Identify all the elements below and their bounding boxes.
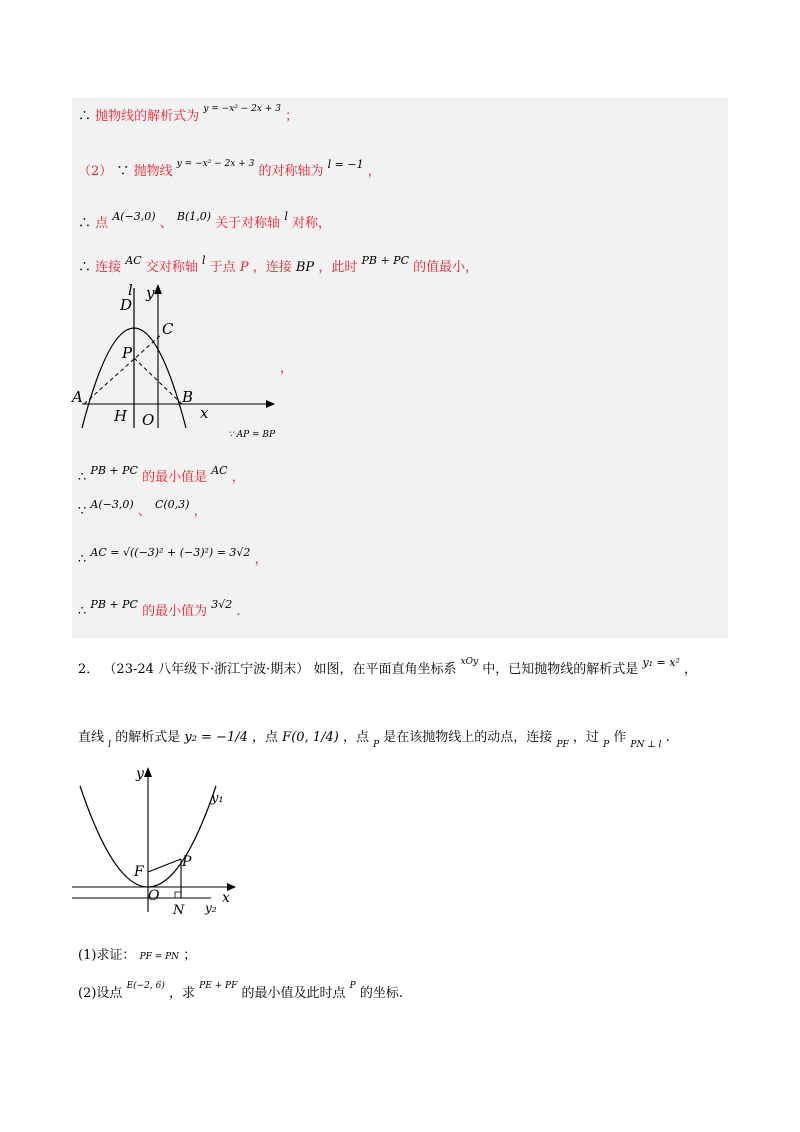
figure-comma: ，	[280, 361, 294, 376]
math: P	[349, 981, 356, 991]
parabola-figure-1	[70, 278, 290, 438]
therefore-symbol: ∴	[78, 260, 92, 275]
math: P	[603, 740, 610, 750]
math: xOy	[460, 657, 479, 667]
text: ，此时	[318, 260, 358, 275]
math: l	[201, 254, 206, 267]
math: PB + PC	[361, 254, 409, 267]
text: ，点	[252, 730, 279, 745]
label-y: y	[146, 284, 155, 302]
text: 对称，	[292, 216, 332, 231]
label-H: H	[114, 407, 128, 425]
text: 抛物线	[133, 164, 173, 179]
text: 的最小值为	[142, 604, 208, 619]
label-P: P	[122, 344, 133, 362]
text: 交对称轴	[145, 260, 198, 275]
solution-line-2	[78, 160, 381, 179]
label-O: O	[142, 411, 155, 429]
math: P	[239, 260, 249, 275]
therefore-symbol: ∴	[78, 470, 87, 485]
label-x: x	[222, 890, 230, 906]
label-D: D	[120, 296, 133, 314]
text: 的值最小，	[413, 260, 479, 275]
solution-line-4	[78, 256, 478, 275]
punct: ；	[285, 109, 299, 124]
punct: 、	[137, 504, 151, 519]
text: 于点	[209, 260, 236, 275]
text: 的坐标.	[359, 986, 404, 1001]
solution-line-6	[78, 500, 207, 519]
question-2-line-2	[78, 726, 670, 750]
punct: 、	[159, 216, 173, 231]
text: 直线	[78, 730, 105, 745]
math: PF = PN	[139, 952, 180, 962]
math: BP	[295, 260, 315, 275]
punct: ，	[231, 470, 245, 485]
math-point-A: A(−3,0)	[90, 498, 134, 511]
punct: .	[236, 604, 241, 619]
label-B: B	[182, 388, 194, 406]
text: 点	[95, 216, 109, 231]
math: PE + PF	[199, 981, 238, 991]
math: PB + PC	[90, 464, 138, 477]
punct: ，	[367, 164, 381, 179]
label-C: C	[162, 320, 174, 338]
label-y: y	[136, 766, 144, 782]
question-number: 2．	[78, 662, 100, 677]
math: PF	[556, 740, 569, 750]
punct: ，	[684, 662, 698, 677]
therefore-symbol: ∴	[78, 604, 87, 619]
question-2-part-1	[78, 944, 196, 963]
therefore-symbol: ∴	[78, 216, 92, 231]
solution-line-5	[78, 466, 245, 485]
math: AC	[211, 464, 228, 477]
math-l: l	[284, 210, 288, 223]
label-A: A	[72, 388, 83, 406]
solution-line-3	[78, 212, 331, 231]
text: 的解析式是	[115, 730, 181, 745]
text: 中，已知抛物线的解析式是	[482, 662, 639, 677]
label-O: O	[148, 888, 160, 904]
parabola-figure-2	[66, 762, 256, 922]
math: y₁ = x²	[642, 656, 680, 669]
because-symbol: ∵	[116, 164, 130, 179]
question-2-part-2	[78, 982, 403, 1001]
text: ，过	[572, 730, 599, 745]
part-number: （2）	[78, 164, 113, 179]
solution-line-7	[78, 548, 268, 567]
text: 的对称轴为	[258, 164, 324, 179]
math: l	[108, 740, 112, 750]
text: ，点	[342, 730, 369, 745]
text: (1)求证：	[78, 948, 136, 963]
question-2-line-1	[78, 658, 697, 677]
math-point-B: B(1,0)	[176, 210, 212, 223]
label-y2: y₂	[205, 901, 217, 915]
therefore-symbol: ∴	[78, 109, 92, 124]
punct: ，	[254, 552, 268, 567]
label-x: x	[200, 404, 209, 422]
text: ，求	[169, 986, 196, 1001]
math: PN ⊥ l	[630, 740, 662, 750]
math: y₂ = −1/4	[184, 730, 248, 745]
text: 是在该抛物线上的动点，连接	[383, 730, 553, 745]
label-y1: y₁	[211, 791, 224, 806]
math: PB + PC	[90, 598, 138, 611]
text: 作	[613, 730, 627, 745]
text: 抛物线的解析式为	[95, 109, 200, 124]
punct: .	[665, 730, 670, 745]
text: 的最小值是	[142, 470, 208, 485]
math: 3√2	[211, 598, 233, 611]
label-F: F	[134, 864, 144, 880]
solution-line-8	[78, 600, 241, 619]
label-l: l	[128, 281, 133, 299]
label-P: P	[182, 854, 192, 870]
text: 连接	[95, 260, 122, 275]
ap-bp-note: ∵ AP = BP	[228, 430, 276, 440]
question-source: （23-24 八年级下·浙江宁波·期末）	[103, 662, 310, 677]
text: (2)设点	[78, 986, 123, 1001]
therefore-symbol: ∴	[78, 552, 87, 567]
math-expression: l = −1	[327, 158, 364, 171]
because-symbol: ∵	[78, 504, 87, 519]
math-point-A: A(−3,0)	[112, 210, 156, 223]
label-N: N	[173, 903, 185, 918]
text: 如图，在平面直角坐标系	[313, 662, 457, 677]
text: ，连接	[252, 260, 292, 275]
math-expression: y = −x² − 2x + 3	[203, 104, 281, 114]
punct: ；	[183, 948, 197, 963]
text: 的最小值及此时点	[241, 986, 346, 1001]
math: F(0, 1/4)	[282, 730, 339, 745]
math: AC	[125, 254, 142, 267]
solution-line-1	[78, 105, 298, 124]
math-expression: y = −x² − 2x + 3	[176, 159, 255, 169]
punct: ，	[193, 504, 207, 519]
math-expression: AC = √((−3)² + (−3)²) = 3√2	[90, 546, 251, 559]
text: 关于对称轴	[215, 216, 281, 231]
math: E(−2, 6)	[126, 981, 165, 991]
math-point-C: C(0,3)	[154, 498, 190, 511]
math: P	[373, 740, 380, 750]
